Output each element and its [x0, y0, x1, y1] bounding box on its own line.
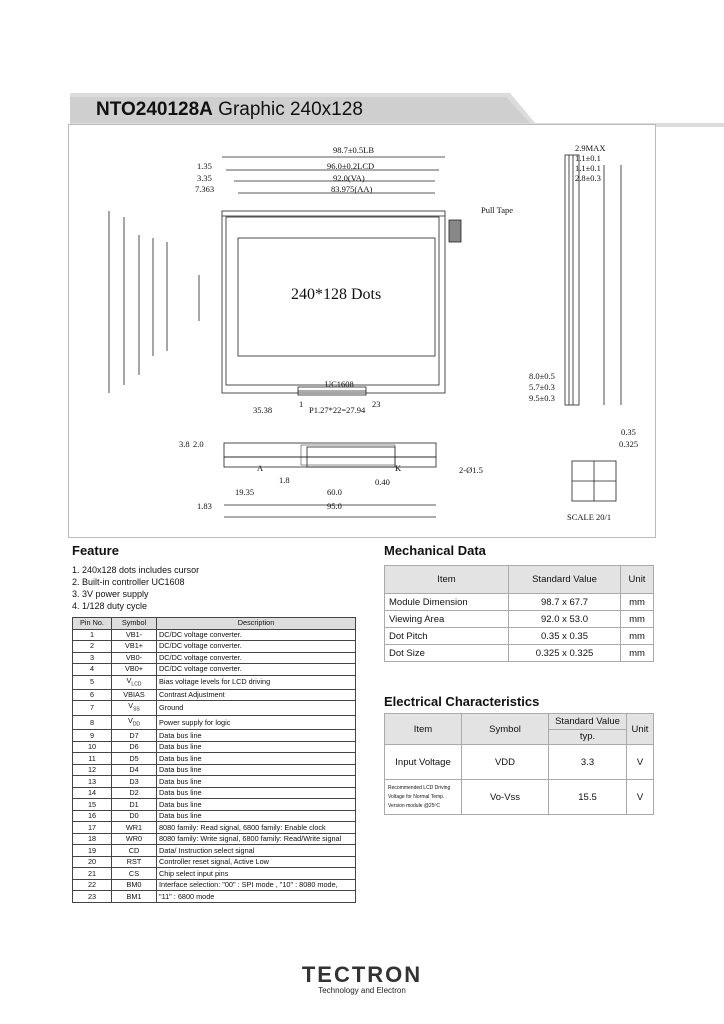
pin-header-symbol: Symbol: [112, 618, 157, 630]
pin-table: [72, 617, 356, 903]
dim-pin-10: 95.0: [327, 501, 342, 511]
elec-header-unit: Unit: [627, 714, 654, 745]
pin-description: Bias voltage levels for LCD driving: [157, 675, 356, 689]
dim-pin-4: K: [395, 463, 402, 473]
pin-no: 15: [73, 799, 112, 811]
model-name: NTO240128A: [96, 99, 213, 120]
mechanical-title: Mechanical Data: [384, 543, 486, 558]
pin-no: 12: [73, 764, 112, 776]
table-row: [73, 753, 356, 765]
dim-pin-1: 2.0: [193, 439, 204, 449]
pin-symbol: D7: [112, 730, 157, 742]
elec-header-std: Standard Value: [549, 714, 627, 730]
pin-symbol: CS: [112, 868, 157, 880]
pin-no: 23: [73, 891, 112, 903]
feature-item: 2. Built-in controller UC1608: [72, 577, 185, 587]
table-row: [73, 741, 356, 753]
dim-dot-1: 0.325: [619, 439, 639, 449]
pin-description: DC/DC voltage converter.: [157, 652, 356, 664]
electrical-table: [384, 713, 654, 815]
pin-no: 4: [73, 664, 112, 676]
pin-symbol: VB1+: [112, 641, 157, 653]
pin-symbol: D2: [112, 787, 157, 799]
pin-header-no: Pin No.: [73, 618, 112, 630]
pin-no: 19: [73, 845, 112, 857]
table-row: [73, 799, 356, 811]
pin-symbol-sub: LCD: [131, 680, 142, 687]
pin-header-description: Description: [157, 618, 356, 630]
logo-tagline: Technology and Electron: [318, 986, 406, 995]
pin-description: Power supply for logic: [157, 715, 356, 729]
dim-bottom-3: 23: [372, 399, 381, 409]
mech-header-item: Item: [385, 566, 509, 594]
mech-value: 0.35 x 0.35: [509, 628, 621, 645]
pin-symbol: VB1-: [112, 629, 157, 641]
dim-pin-8: 60.0: [327, 487, 342, 497]
pin-no: 8: [73, 715, 112, 729]
scale-label: SCALE 20/1: [567, 512, 612, 522]
elec-item-line: Version module @25ºC: [388, 802, 440, 809]
pin-description: DC/DC voltage converter.: [157, 641, 356, 653]
pin-no: 6: [73, 689, 112, 701]
mech-value: 98.7 x 67.7: [509, 594, 621, 611]
pin-symbol: WR0: [112, 833, 157, 845]
dim-side-0: 2.9MAX: [575, 143, 606, 153]
table-row: [73, 715, 356, 729]
mech-unit: mm: [621, 645, 654, 662]
pin-symbol-base: V: [127, 715, 133, 725]
table-row: [73, 776, 356, 788]
pin-description: Contrast Adjustment: [157, 689, 356, 701]
dim-pin-7: 19.35: [235, 487, 255, 497]
pin-description: Data bus line: [157, 787, 356, 799]
mech-header-value: Standard Value: [509, 566, 621, 594]
dim-pin-5: 0.40: [375, 477, 390, 487]
dim-pin-3: 1.8: [279, 475, 290, 485]
dim-dot-0: 0.35: [621, 427, 636, 437]
feature-item: 1. 240x128 dots includes cursor: [72, 565, 200, 575]
pin-description: DC/DC voltage converter.: [157, 629, 356, 641]
table-row: [73, 879, 356, 891]
pin-symbol: WR1: [112, 822, 157, 834]
feature-item: 4. 1/128 duty cycle: [72, 601, 148, 611]
feature-title: Feature: [72, 543, 119, 558]
pin-no: 7: [73, 701, 112, 715]
dim-pin-6: 2-Ø1.5: [459, 465, 483, 475]
pull-tape-label: Pull Tape: [481, 205, 514, 215]
feature-item: 3. 3V power supply: [72, 589, 149, 599]
pin-symbol: VB0-: [112, 652, 157, 664]
pin-description: Controller reset signal, Active Low: [157, 856, 356, 868]
table-row: [73, 868, 356, 880]
dim-lt-2: 7.363: [195, 184, 215, 194]
mech-item: Dot Pitch: [385, 628, 509, 645]
dim-top-1: 96.0±0.2LCD: [327, 161, 375, 171]
pin-description: Data bus line: [157, 741, 356, 753]
pin-symbol: D0: [112, 810, 157, 822]
page-title: [96, 99, 363, 121]
pin-symbol: BM0: [112, 879, 157, 891]
pin-no: 5: [73, 675, 112, 689]
table-row: [385, 594, 654, 611]
pin-symbol: D1: [112, 799, 157, 811]
elec-unit: V: [627, 780, 654, 815]
table-row: [73, 664, 356, 676]
pin-no: 18: [73, 833, 112, 845]
elec-typ: 3.3: [549, 745, 627, 780]
dim-pin-0: 3.8: [179, 439, 190, 449]
pin-description: Data bus line: [157, 764, 356, 776]
table-row: [73, 822, 356, 834]
elec-unit: V: [627, 745, 654, 780]
mech-item: Module Dimension: [385, 594, 509, 611]
table-row: [385, 611, 654, 628]
elec-header-item: Item: [385, 714, 462, 745]
pin-description: 8080 family: Write signal, 6800 family: Read/Write signal: [157, 833, 356, 845]
dim-top-0: 98.7±0.5LB: [333, 145, 375, 155]
pin-no: 16: [73, 810, 112, 822]
dim-bottom-1: P1.27*22=27.94: [309, 405, 366, 415]
pin-no: 11: [73, 753, 112, 765]
elec-header-typ: typ.: [549, 729, 627, 745]
elec-item-multiline: [385, 780, 462, 815]
pin-symbol: [112, 715, 157, 729]
pin-no: 1: [73, 629, 112, 641]
pin-description: "11" : 6800 mode: [157, 891, 356, 903]
controller-label: UC1608: [325, 379, 354, 389]
dim-lt-1: 3.35: [197, 173, 212, 183]
pin-symbol: [112, 701, 157, 715]
pin-symbol: D6: [112, 741, 157, 753]
table-row: [73, 833, 356, 845]
pin-symbol: [112, 675, 157, 689]
pin-description: Chip select input pins: [157, 868, 356, 880]
dim-side-1: 1.1±0.1: [575, 153, 601, 163]
elec-item-line: Voltage for Normal Temp.: [388, 793, 445, 800]
pin-description: Data bus line: [157, 776, 356, 788]
pin-symbol: D3: [112, 776, 157, 788]
dim-pin-9: 1.83: [197, 501, 212, 511]
elec-header-symbol: Symbol: [462, 714, 549, 745]
dim-bottom-0: 35.38: [253, 405, 273, 415]
pin-no: 10: [73, 741, 112, 753]
dim-side-9: 9.5±0.3: [529, 393, 555, 403]
table-row: [73, 787, 356, 799]
mech-unit: mm: [621, 594, 654, 611]
table-row: [73, 810, 356, 822]
mech-item: Dot Size: [385, 645, 509, 662]
mech-header-unit: Unit: [621, 566, 654, 594]
elec-symbol: VDD: [462, 745, 549, 780]
dim-top-2: 92.0(VA): [333, 173, 365, 183]
technical-drawing: [68, 124, 656, 538]
pin-description: Interface selection: "00" : SPI mode , "10" : 8080 mode,: [157, 879, 356, 891]
tectron-logo: [300, 962, 424, 995]
pin-description: Data bus line: [157, 730, 356, 742]
table-row: [73, 675, 356, 689]
table-row: [73, 891, 356, 903]
pin-no: 9: [73, 730, 112, 742]
pin-symbol-base: V: [126, 675, 132, 685]
pin-symbol: D4: [112, 764, 157, 776]
pin-no: 17: [73, 822, 112, 834]
mech-unit: mm: [621, 611, 654, 628]
mech-value: 0.325 x 0.325: [509, 645, 621, 662]
pin-symbol: D5: [112, 753, 157, 765]
model-subtitle: Graphic 240x128: [218, 99, 363, 120]
pin-description: Data/ Instruction select signal: [157, 845, 356, 857]
pin-symbol: VB0+: [112, 664, 157, 676]
mech-unit: mm: [621, 628, 654, 645]
electrical-title: Electrical Characteristics: [384, 694, 540, 709]
table-row: [73, 652, 356, 664]
table-row: [73, 764, 356, 776]
pin-no: 13: [73, 776, 112, 788]
dim-pin-2: A: [257, 463, 264, 473]
pin-description: Data bus line: [157, 810, 356, 822]
table-row: [73, 689, 356, 701]
pin-description: Data bus line: [157, 753, 356, 765]
table-row: [73, 629, 356, 641]
table-row: [73, 845, 356, 857]
elec-item: Input Voltage: [385, 745, 462, 780]
pin-no: 20: [73, 856, 112, 868]
pin-symbol-sub: DD: [132, 721, 141, 728]
dim-lt-0: 1.35: [197, 161, 212, 171]
pin-no: 2: [73, 641, 112, 653]
dim-side-2: 1.1±0.1: [575, 163, 601, 173]
pin-description: Ground: [157, 701, 356, 715]
elec-symbol: Vo-Vss: [462, 780, 549, 815]
pin-no: 14: [73, 787, 112, 799]
pin-symbol: CD: [112, 845, 157, 857]
pin-symbol: VBIAS: [112, 689, 157, 701]
dim-top-3: 83.975(AA): [331, 184, 373, 194]
pin-symbol-sub: SS: [133, 706, 140, 713]
pin-symbol-base: V: [128, 701, 134, 711]
display-label: 240*128 Dots: [291, 286, 382, 303]
elec-typ: 15.5: [549, 780, 627, 815]
elec-item-line: Recommended LCD Driving: [388, 784, 451, 791]
dim-side-8: 5.7±0.3: [529, 382, 555, 392]
pin-symbol: RST: [112, 856, 157, 868]
pin-no: 22: [73, 879, 112, 891]
table-row: [385, 645, 654, 662]
logo-wordmark: TECTRON: [301, 962, 423, 987]
pin-description: Data bus line: [157, 799, 356, 811]
pin-description: DC/DC voltage converter.: [157, 664, 356, 676]
pin-no: 3: [73, 652, 112, 664]
dim-side-3: 2.8±0.3: [575, 173, 601, 183]
table-row: [73, 641, 356, 653]
table-row: [73, 730, 356, 742]
pin-no: 21: [73, 868, 112, 880]
dim-side-7: 8.0±0.5: [529, 371, 555, 381]
pin-description: 8080 family: Read signal, 6800 family: Enable clock: [157, 822, 356, 834]
table-row: [73, 856, 356, 868]
mech-value: 92.0 x 53.0: [509, 611, 621, 628]
table-row: [385, 628, 654, 645]
mechanical-table: [384, 565, 654, 662]
dimension-drawing: [69, 125, 655, 537]
pin-symbol: BM1: [112, 891, 157, 903]
feature-list: [72, 564, 199, 612]
table-row: [73, 701, 356, 715]
mech-item: Viewing Area: [385, 611, 509, 628]
dim-bottom-2: 1: [299, 399, 304, 409]
